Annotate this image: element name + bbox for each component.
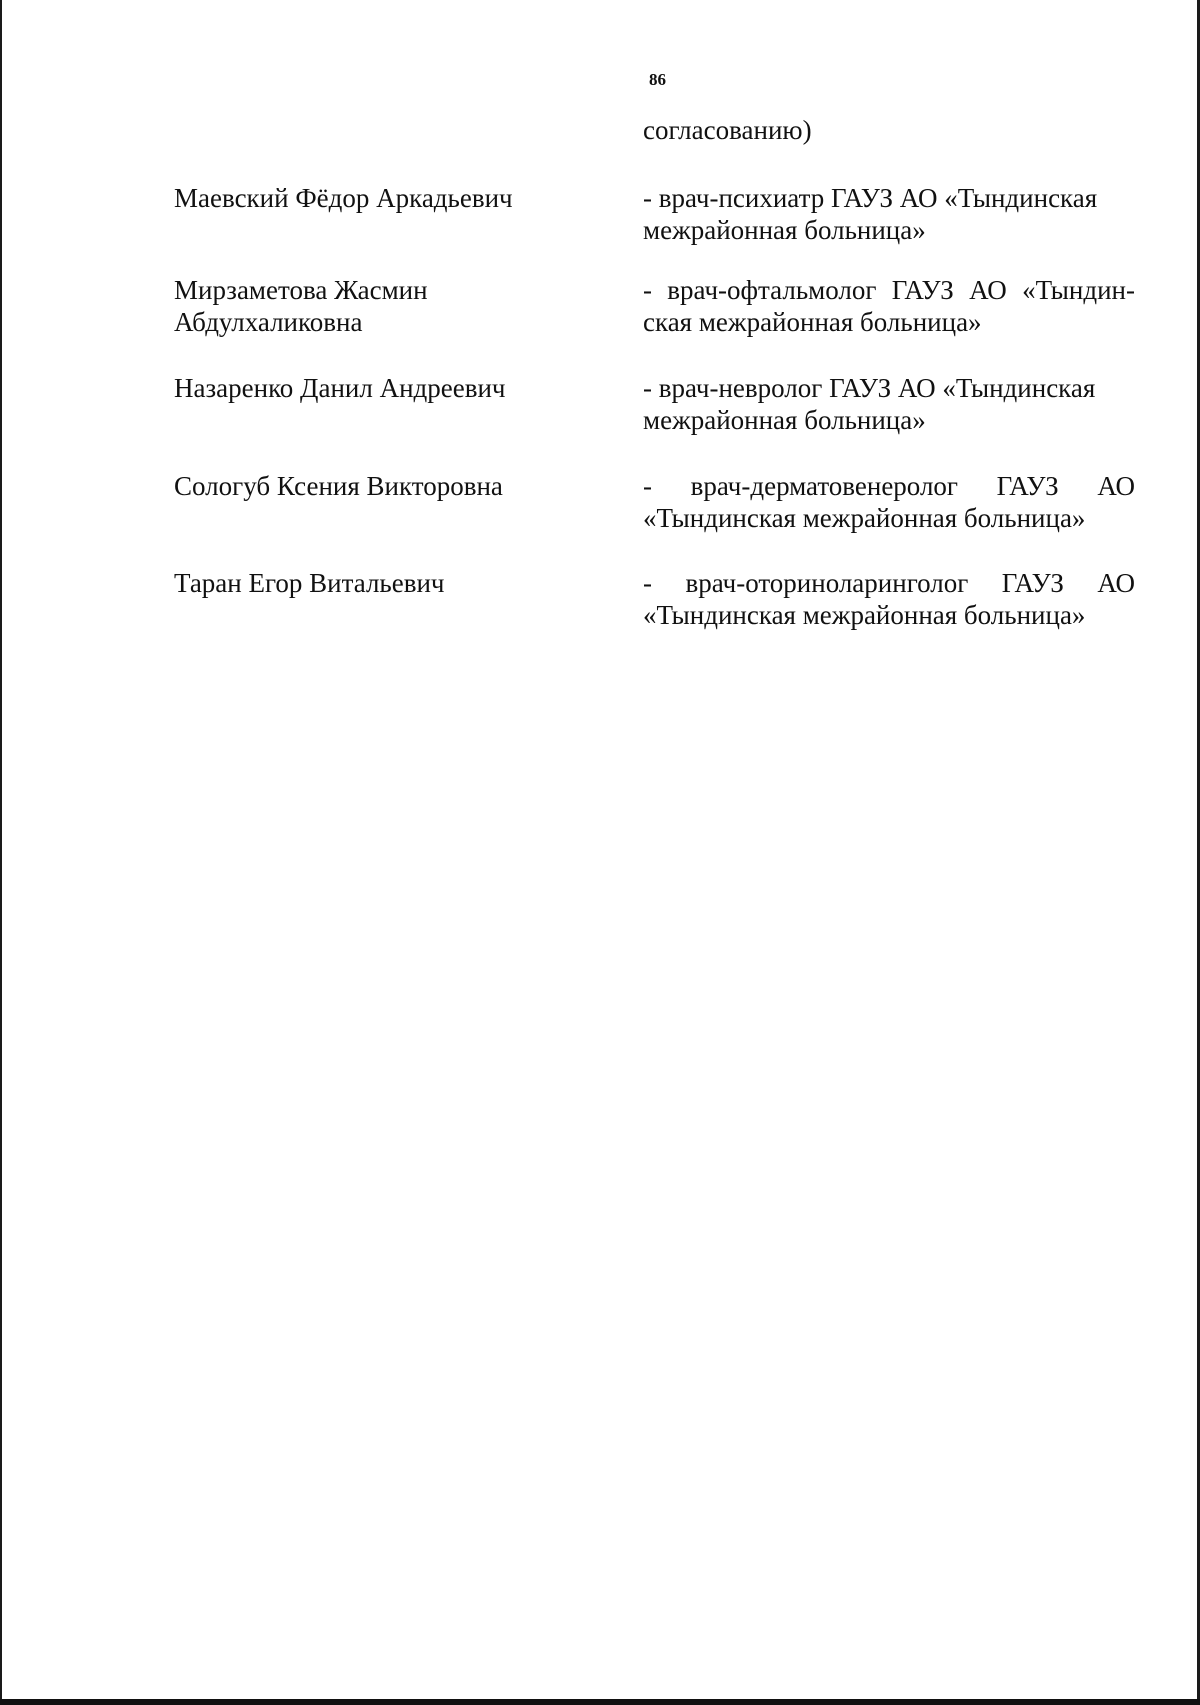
scan-edge-left [0,0,2,1705]
member-name-line: Маевский Фёдор Аркадьевич [174,183,513,213]
member-role-line: межрайонная больница» [643,405,926,435]
member-role-line: ская межрайонная больница» [643,307,982,337]
member-role [643,470,1135,534]
member-name-line: Абдулхаликовна [174,307,363,337]
member-role [643,274,1135,338]
member-role [643,182,1135,246]
member-name [174,372,594,404]
member-name-line: Таран Егор Витальевич [174,568,445,598]
member-name [174,470,594,502]
member-role [643,567,1135,631]
member-role-line: «Тындинская межрайонная больница» [643,600,1086,630]
scan-edge-bottom [0,1699,1200,1705]
member-role-line: - врач-психиатр ГАУЗ АО «Тындинская [643,183,1098,213]
member-role-line: - врач-офтальмолог ГАУЗ АО «Тындин- [643,275,1135,305]
member-name-line: Мирзаметова Жасмин [174,275,428,305]
member-role-line: «Тындинская межрайонная больница» [643,503,1086,533]
member-role-line: - врач-невролог ГАУЗ АО «Тындинская [643,373,1096,403]
member-name-line: Сологуб Ксения Викторовна [174,471,503,501]
member-name [174,567,594,599]
member-name [174,274,594,338]
member-name [174,182,594,214]
continuation-text: согласованию) [643,115,812,145]
member-role [643,372,1135,436]
member-role-line: - врач-дерматовенеролог ГАУЗ АО [643,471,1135,501]
member-role-line: - врач-оториноларинголог ГАУЗ АО [643,568,1135,598]
page-number: 86 [649,70,666,89]
member-role-line: межрайонная больница» [643,215,926,245]
member-name-line: Назаренко Данил Андреевич [174,373,506,403]
